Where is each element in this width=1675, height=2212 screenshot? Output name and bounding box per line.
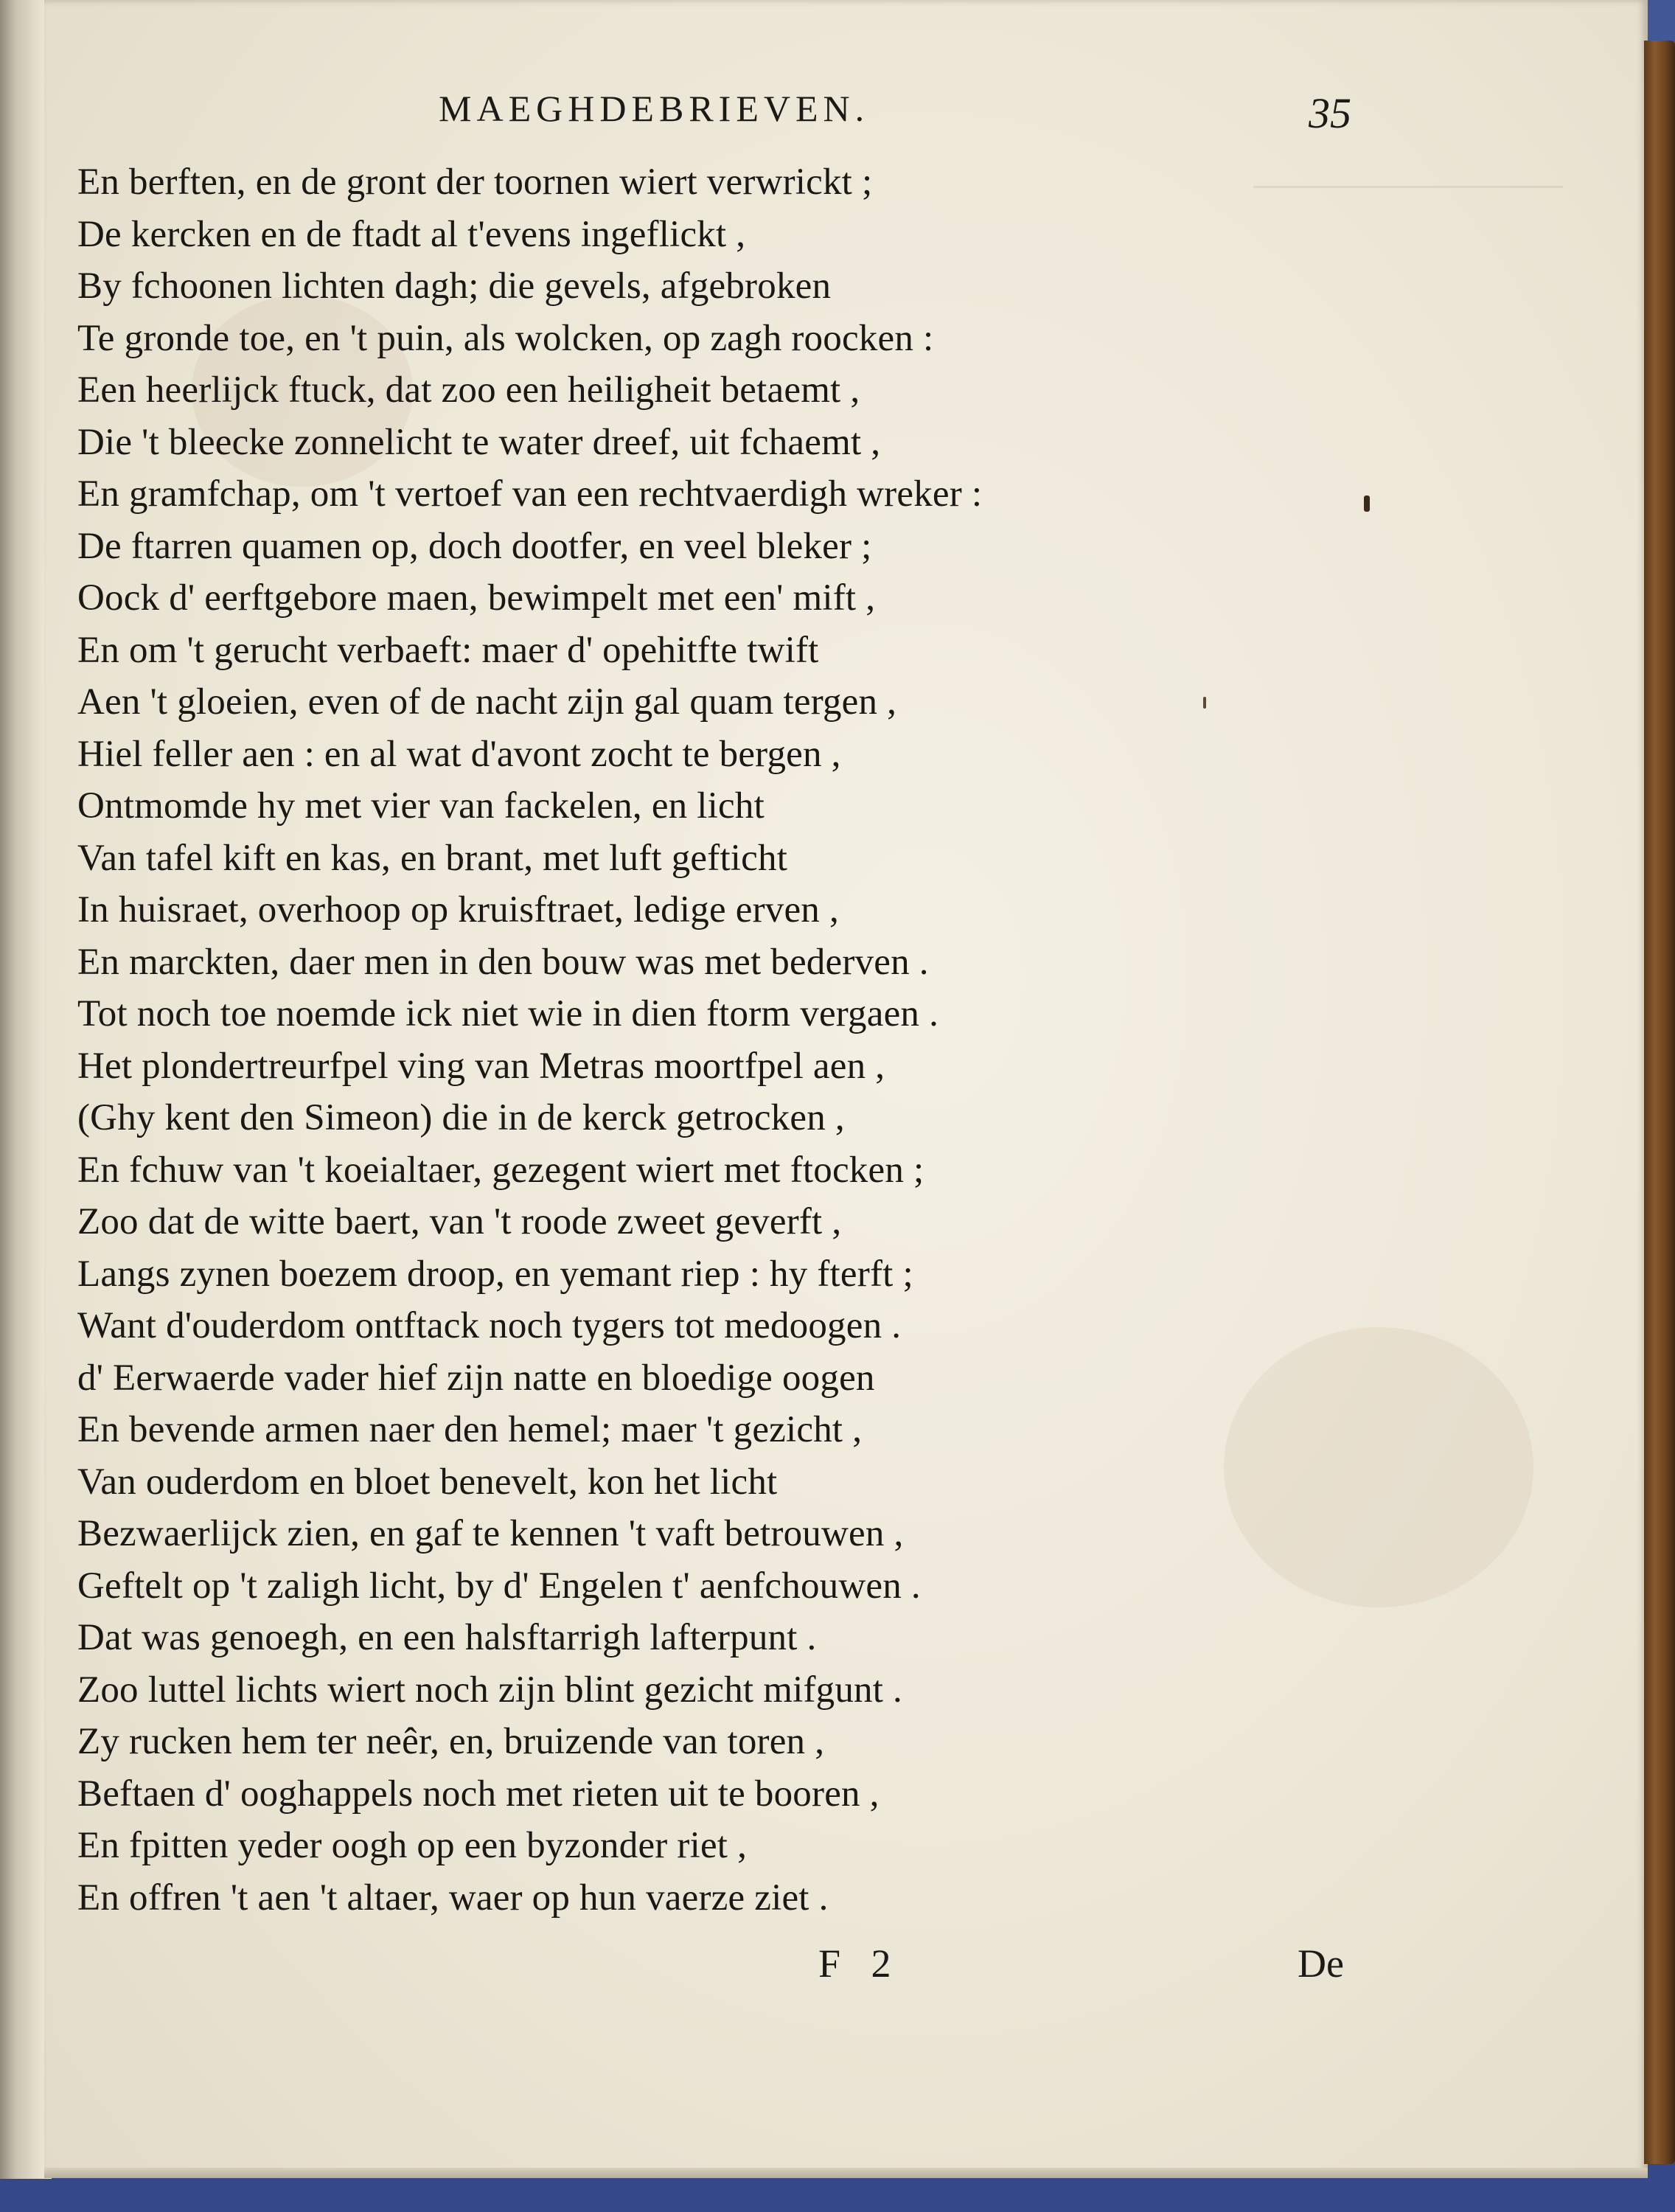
- poem-line: En om 't gerucht verbaeft: maer d' opehitfte twift: [77, 629, 819, 671]
- poem-line: En berften, en de gront der toornen wiert verwrickt ;: [77, 161, 873, 203]
- poem-line: Beftaen d' ooghappels noch met rieten uit te booren ,: [77, 1773, 880, 1815]
- running-header: [439, 87, 869, 130]
- poem-line: Want d'ouderdom ontftack noch tygers tot medoogen .: [77, 1305, 902, 1346]
- signature-mark: F 2: [818, 1941, 902, 1986]
- poem-line: By fchoonen lichten dagh; die gevels, afgebroken: [77, 265, 832, 307]
- catchword: De: [1298, 1941, 1344, 1986]
- poem-line: De ftarren quamen op, doch dootfer, en veel bleker ;: [77, 525, 872, 567]
- poem-line: Zoo dat de witte baert, van 't roode zweet geverft ,: [77, 1201, 842, 1242]
- poem-line: De kercken en de ftadt al t'evens ingeflickt ,: [77, 213, 746, 255]
- poem-line: Van ouderdom en bloet benevelt, kon het licht: [77, 1461, 778, 1503]
- poem-line: Oock d' eerftgebore maen, bewimpelt met een' mift ,: [77, 577, 876, 619]
- poem-line: Van tafel kift en kas, en brant, met luft gefticht: [77, 837, 788, 879]
- poem-line: En fchuw van 't koeialtaer, gezegent wiert met ftocken ;: [77, 1149, 924, 1191]
- poem-line: (Ghy kent den Simeon) die in de kerck getrocken ,: [77, 1097, 845, 1138]
- page-number: 35: [1309, 89, 1351, 137]
- poem-line: d' Eerwaerde vader hief zijn natte en bloedige oogen: [77, 1357, 875, 1399]
- poem-line: Dat was genoegh, en een halsftarrigh lafterpunt .: [77, 1617, 817, 1658]
- poem-line: Aen 't gloeien, even of de nacht zijn gal quam tergen ,: [77, 681, 897, 723]
- poem-line: Hiel feller aen : en al wat d'avont zocht te bergen ,: [77, 733, 841, 775]
- poem-line: En bevende armen naer den hemel; maer 't gezicht ,: [77, 1409, 863, 1450]
- ink-mark: [1364, 495, 1370, 512]
- poem-line: Het plondertreurfpel ving van Metras moortfpel aen ,: [77, 1045, 885, 1087]
- poem-line: In huisraet, overhoop op kruisftraet, ledige erven ,: [77, 889, 839, 931]
- poem-text: [77, 156, 1286, 1924]
- running-header-title: MAEGHDEBRIEVEN.: [439, 88, 870, 129]
- poem-line: Langs zynen boezem droop, en yemant riep : hy fterft ;: [77, 1253, 913, 1295]
- poem-line: Een heerlijck ftuck, dat zoo een heiligheit betaemt ,: [77, 369, 860, 411]
- poem-line: En marckten, daer men in den bouw was met bederven .: [77, 941, 929, 983]
- poem-line: En offren 't aen 't altaer, waer op hun vaerze ziet .: [77, 1877, 829, 1919]
- page-bottom-edge: [44, 2168, 1648, 2178]
- poem-line: Zoo luttel lichts wiert noch zijn blint gezicht mifgunt .: [77, 1669, 903, 1711]
- poem-line: En fpitten yeder oogh op een byzonder riet ,: [77, 1825, 748, 1866]
- ink-mark: [1203, 697, 1206, 709]
- poem-line: Zy rucken hem ter neêr, en, bruizende van toren ,: [77, 1721, 825, 1762]
- poem-line: Bezwaerlijck zien, en gaf te kennen 't vaft betrouwen ,: [77, 1513, 904, 1554]
- poem-line: En gramfchap, om 't vertoef van een rechtvaerdigh wreker :: [77, 473, 983, 515]
- leather-binding: [1644, 41, 1675, 2164]
- poem-line: Tot noch toe noemde ick niet wie in dien ftorm vergaen .: [77, 993, 939, 1034]
- poem-line: Die 't bleecke zonnelicht te water dreef, uit fchaemt ,: [77, 421, 881, 463]
- poem-line: Geftelt op 't zaligh licht, by d' Engelen t' aenfchouwen .: [77, 1565, 921, 1607]
- poem-line: Te gronde toe, en 't puin, als wolcken, op zagh roocken :: [77, 317, 934, 359]
- poem-line: Ontmomde hy met vier van fackelen, en licht: [77, 785, 765, 827]
